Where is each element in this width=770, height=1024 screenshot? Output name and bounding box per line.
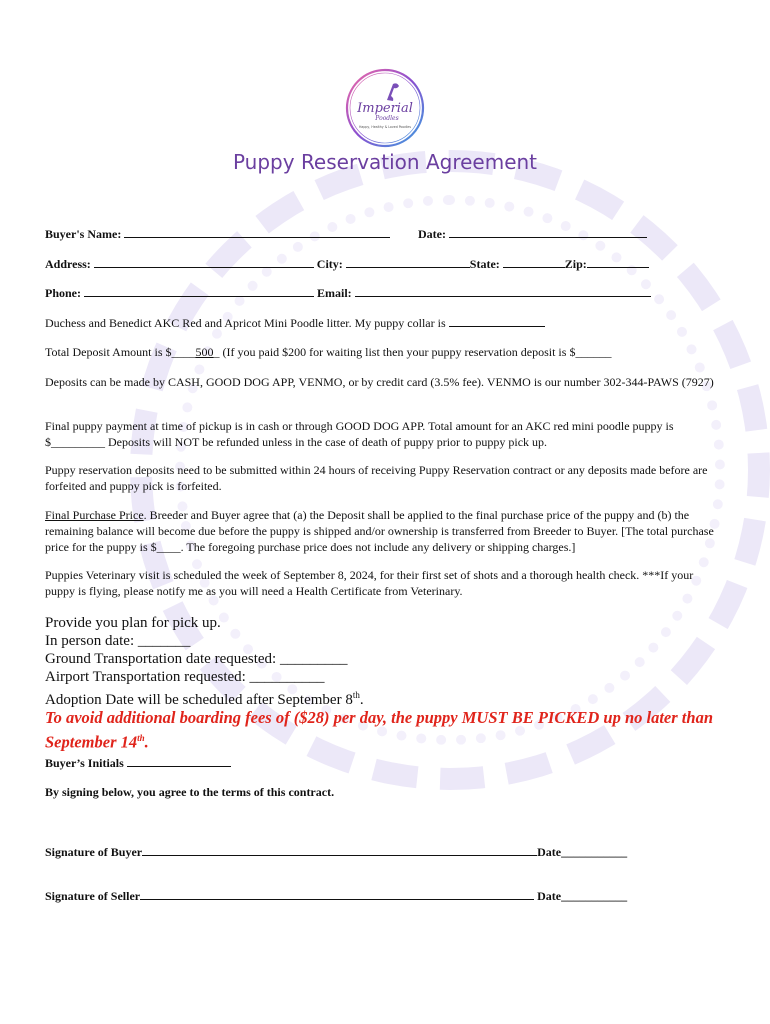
- city-field[interactable]: [346, 256, 470, 268]
- email-label: Email:: [317, 286, 352, 300]
- zip-label: Zip:: [564, 257, 587, 271]
- city-label: City:: [316, 257, 343, 271]
- deposit-prefix: Total Deposit Amount is $____: [45, 345, 196, 359]
- initials-row: [45, 755, 231, 771]
- phone-row: [45, 285, 651, 301]
- vet-visit-paragraph: Puppies Veterinary visit is scheduled the week of September 8, 2024, for their first set of shots and a thorough health check. ***If your puppy is flying, please notify me as you will need a Health Certificate from Veterinary.: [45, 568, 694, 598]
- address-row: [45, 256, 649, 272]
- final-purchase-text: . Breeder and Buyer agree that (a) the Deposit shall be applied to the final purchase price of the puppy and (b) the remaining balance will become due before the puppy is shipped and/or ownership is transferred from Breeder to Buyer. [The total purchase price for the puppy is $____. The foregoing purchase price does not include any delivery or shipping charges.]: [45, 508, 714, 554]
- deposit-suffix: _ (If you paid $200 for waiting list then your puppy reservation deposit is $______: [213, 345, 612, 359]
- buyers-name-row: [45, 226, 390, 242]
- state-label: State:: [469, 257, 500, 271]
- final-payment-paragraph: Final puppy payment at time of pickup is in cash or through GOOD DOG APP. Total amount for an AKC red mini poodle puppy is $_________ Deposits will NOT be refunded unless in the case of death of puppy prior to puppy pick up.: [45, 419, 674, 449]
- buyer-signature-row: [45, 845, 627, 860]
- seller-signature-row: [45, 889, 627, 904]
- adoption-end: .: [359, 692, 364, 708]
- address-field[interactable]: [94, 256, 314, 268]
- final-purchase-paragraph: [45, 507, 725, 555]
- adoption-sup: th: [352, 690, 360, 700]
- date-field[interactable]: [449, 226, 647, 238]
- collar-field[interactable]: [449, 315, 545, 327]
- buyer-signature-field[interactable]: [142, 845, 537, 856]
- boarding-fee-warning: [45, 708, 745, 753]
- svg-text:Poodles: Poodles: [375, 115, 399, 122]
- adoption-text: Adoption Date will be scheduled after September 8: [45, 692, 353, 708]
- timing-paragraph: Puppy reservation deposits need to be submitted within 24 hours of receiving Puppy Reservation contract or any deposits made before are forfeited and puppy pick is forfeited.: [45, 463, 708, 493]
- svg-text:Imperial: Imperial: [357, 101, 413, 116]
- litter-line: [45, 315, 545, 331]
- warning-text: To avoid additional boarding fees of ($28) per day, the puppy MUST BE PICKED up no later than September 14: [45, 708, 713, 752]
- pickup-heading: Provide you plan for pick up.: [45, 615, 221, 631]
- state-field[interactable]: [503, 256, 565, 268]
- page-title: Puppy Reservation Agreement: [232, 150, 538, 174]
- seller-signature-label: Signature of Seller: [45, 889, 141, 903]
- adoption-date: [45, 687, 364, 710]
- deposit-line: [45, 345, 611, 360]
- phone-field[interactable]: [84, 285, 314, 297]
- seller-date[interactable]: Date___________: [534, 889, 628, 903]
- agreement-text: By signing below, you agree to the terms of this contract.: [45, 785, 335, 799]
- address-label: Address:: [45, 257, 91, 271]
- final-purchase-label: Final Purchase Price: [45, 508, 144, 522]
- warning-sup: th: [137, 733, 145, 743]
- in-person-date: In person date: _______: [45, 633, 191, 649]
- seller-signature-field[interactable]: [140, 889, 534, 900]
- date-label: Date:: [418, 227, 446, 241]
- initials-field[interactable]: [127, 755, 231, 767]
- initials-label: Buyer’s Initials: [45, 756, 124, 770]
- deposit-amount: 500: [195, 345, 214, 359]
- phone-label: Phone:: [45, 286, 81, 300]
- svg-text:Happy, Healthy & Loved Poodles: Happy, Healthy & Loved Poodles: [359, 125, 411, 129]
- buyers-name-label: Buyer's Name:: [45, 227, 122, 241]
- airport-transport: Airport Transportation requested: __________: [45, 669, 325, 685]
- zip-field[interactable]: [587, 256, 649, 268]
- buyer-date[interactable]: Date___________: [537, 845, 628, 859]
- warning-end: .: [144, 732, 149, 752]
- ground-transport: Ground Transportation date requested: _________: [45, 651, 348, 667]
- date-row: [418, 226, 647, 242]
- deposit-methods-paragraph: Deposits can be made by CASH, GOOD DOG APP, VENMO, or by credit card (3.5% fee). VENMO is our number 302-344-PAWS (7927): [45, 375, 714, 389]
- buyers-name-field[interactable]: [124, 226, 390, 238]
- company-logo: [343, 66, 427, 150]
- email-field[interactable]: [355, 285, 651, 297]
- buyer-signature-label: Signature of Buyer: [45, 845, 143, 859]
- litter-text: Duchess and Benedict AKC Red and Apricot Mini Poodle litter. My puppy collar is: [45, 316, 446, 330]
